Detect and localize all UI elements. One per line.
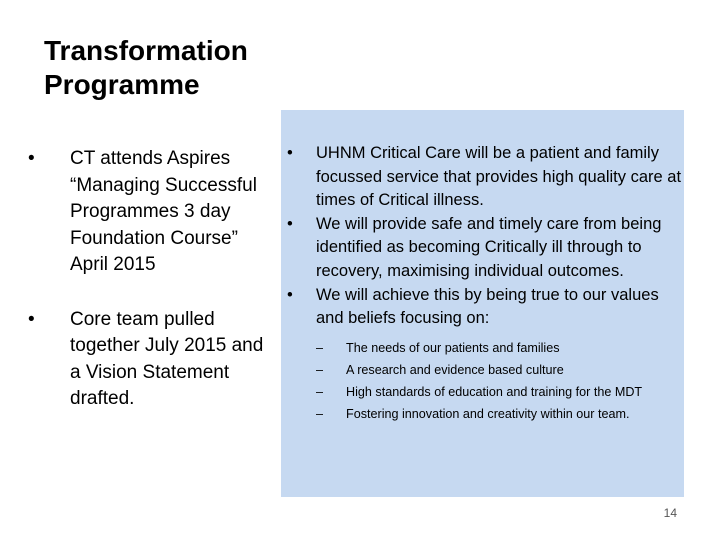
vision-bullet-text: UHNM Critical Care will be a patient and family focussed service that provides high quality care at times of Critical illness. [316,144,682,210]
vision-bullet-text: We will provide safe and timely care from being identified as becoming Critically ill through to recovery, maximising individual outcomes. [316,214,662,280]
values-sub-text: A research and evidence based culture [346,362,564,377]
vision-bullet-item [283,213,683,284]
left-bullet-item [28,307,273,413]
values-sub-item [316,381,683,403]
vision-bullet-item [283,142,683,213]
values-sub-text: High standards of education and training for the MDT [346,384,643,399]
left-bullet-text: CT attends Aspires “Managing Successful Programmes 3 day Foundation Course” April 2015 [70,148,257,275]
bullet-marker: • [287,144,293,162]
dash-marker: – [316,406,324,421]
vision-bullet-item [283,284,683,425]
left-bullet-item [28,146,273,279]
left-bullet-list [28,146,273,413]
title-line-1: Transformation [44,35,248,66]
values-sub-list [316,337,683,425]
values-sub-text: The needs of our patients and families [346,340,560,355]
values-sub-item [316,359,683,381]
bullet-marker: • [287,285,293,304]
bullet-marker: • [28,308,35,330]
values-sub-item [316,337,683,359]
slide-title [44,34,284,101]
dash-marker: – [316,340,324,355]
vision-bullet-list [283,142,683,425]
values-sub-item [316,403,683,425]
bullet-marker: • [287,214,293,233]
vision-bullet-text: We will achieve this by being true to our values and beliefs focusing on: [316,285,659,328]
dash-marker: – [316,384,324,399]
dash-marker: – [316,362,324,377]
bullet-marker: • [28,148,35,169]
values-sub-text: Fostering innovation and creativity within our team. [346,406,630,421]
title-line-2: Programme [44,68,200,100]
page-number: 14 [663,506,677,520]
left-bullet-text: Core team pulled together July 2015 and a Vision Statement drafted. [70,308,264,409]
